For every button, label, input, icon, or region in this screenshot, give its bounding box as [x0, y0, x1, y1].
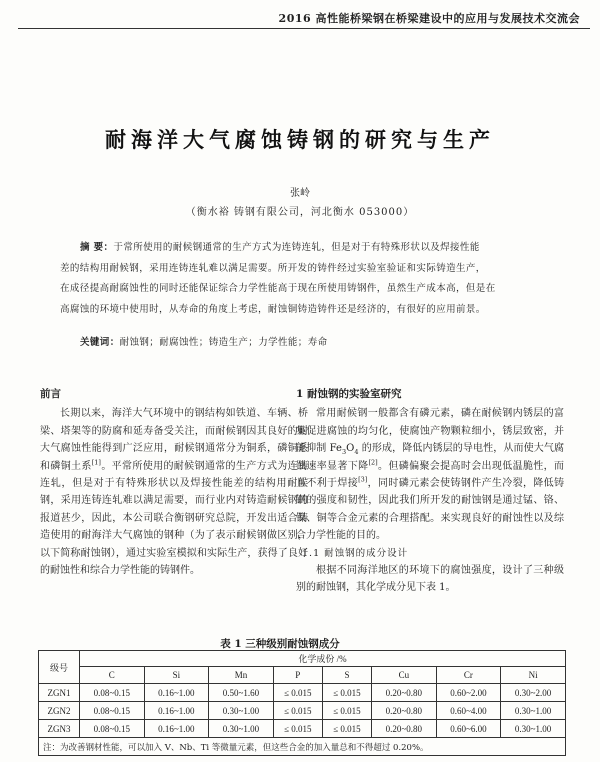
table-note: 注：为改善钢材性能，可以加入 V、Nb、Ti 等微量元素，但这些合金的加入量总和不得超过 0.20%。: [39, 738, 566, 756]
value-cell: ≤ 0.015: [273, 702, 322, 720]
value-cell: 0.50~1.60: [209, 684, 274, 702]
value-cell: 0.30~1.00: [209, 720, 274, 738]
abstract-line-1-text: 于常所使用的耐候钢通常的生产方式为连铸连轧，但是对于有特殊形状以及焊接性能: [113, 242, 480, 253]
paper-title: 耐海洋大气腐蚀铸钢的研究与生产: [105, 127, 495, 152]
abstract-line-4: 高腐蚀的环境中使用时，从寿命的角度上考虑，耐蚀铜铸造铸件还是经济的，有很好的应用前景。: [60, 303, 486, 315]
value-cell: 0.08~0.15: [80, 684, 145, 702]
value-cell: 0.08~0.15: [80, 720, 145, 738]
value-cell: ≤ 0.015: [322, 684, 371, 702]
value-cell: 0.16~1.00: [144, 684, 209, 702]
section1-paragraph: [296, 405, 564, 544]
value-cell: 0.16~1.00: [144, 702, 209, 720]
value-cell: 0.16~1.00: [144, 720, 209, 738]
table-row: [39, 684, 566, 702]
element-header: S: [322, 667, 371, 684]
value-cell: ≤ 0.015: [273, 720, 322, 738]
running-header: 2016 高性能桥梁钢在桥梁建设中的应用与发展技术交流会: [278, 12, 580, 25]
preface-text-1: 长期以来，海洋大气环境中的钢结构如铁道、车辆、桥梁、塔架等的防腐和延寿备受关注，而耐候钢因其良好的耐大气腐蚀性能得到广泛应用，耐候钢通常分为铜系，磷铜系和磷铜土系: [40, 408, 308, 472]
composition-table: [38, 650, 566, 756]
section1-text-o: O: [346, 443, 355, 455]
element-header: C: [80, 667, 145, 684]
table-row: [39, 720, 566, 738]
element-header: Mn: [209, 667, 274, 684]
value-cell: ≤ 0.015: [273, 684, 322, 702]
element-header: P: [273, 667, 322, 684]
value-cell: 0.60~6.00: [436, 720, 501, 738]
value-cell: 0.30~1.00: [501, 720, 566, 738]
section1-text-1: 常用耐候钢一般都含有磷元素，磷在耐候钢内锈层的富集促进腐蚀的均匀化，使腐蚀产物颗粒细小，锈层致密，并能抑制 Fe: [296, 408, 564, 455]
element-header: Cr: [436, 667, 501, 684]
table-header-row: [39, 651, 566, 667]
header-rule: [18, 28, 590, 29]
element-header-row: [39, 667, 566, 684]
value-cell: 0.30~1.00: [209, 702, 274, 720]
table-row: [39, 702, 566, 720]
affiliation: （衡水裕 铸钢有限公司，河北衡水 053000）: [185, 207, 415, 218]
value-cell: 0.20~0.80: [372, 684, 437, 702]
grade-header: 级号: [39, 651, 80, 684]
left-column: [40, 386, 308, 579]
value-cell: 0.08~0.15: [80, 702, 145, 720]
keywords-text: 耐蚀钢；耐腐蚀性；铸造生产；力学性能；寿命: [119, 337, 328, 348]
element-header: Ni: [501, 667, 566, 684]
preface-paragraph: [40, 405, 308, 579]
value-cell: ≤ 0.015: [322, 720, 371, 738]
grade-cell: ZGN3: [39, 720, 80, 738]
value-cell: 0.20~0.80: [372, 702, 437, 720]
grade-cell: ZGN1: [39, 684, 80, 702]
ref-3: [3]: [358, 475, 368, 484]
subscript-4: 4: [354, 448, 359, 457]
value-cell: 0.60~4.00: [436, 702, 501, 720]
subscript-3: 3: [341, 448, 347, 457]
abstract: [60, 238, 544, 320]
subsection-heading: 1.1 耐蚀钢的成分设计: [302, 547, 409, 559]
value-cell: 0.60~2.00: [436, 684, 501, 702]
section1-heading: 1 耐蚀钢的实验室研究: [296, 388, 402, 400]
abstract-line-1: [60, 238, 544, 259]
grade-cell: ZGN2: [39, 702, 80, 720]
preface-heading: 前言: [40, 388, 61, 400]
composition-header: 化学成份 /%: [80, 651, 566, 667]
table-note-row: [39, 738, 566, 756]
element-header: Si: [144, 667, 209, 684]
author: 张岭: [290, 188, 310, 199]
table-caption: 表 1 三种级别耐蚀钢成分: [220, 638, 340, 650]
value-cell: 0.30~2.00: [501, 684, 566, 702]
value-cell: ≤ 0.015: [322, 702, 371, 720]
subsection-paragraph: 根据不同海洋地区的环境下的腐蚀强度，设计了三种级别的耐蚀钢，其化学成分见下表 1。: [296, 565, 564, 594]
section1-text-1c: 的形成，降低内锈层的导电性，从而使大气腐蚀速率显著下降: [296, 443, 564, 472]
right-column: [296, 386, 564, 597]
abstract-line-3: 在成径提高耐腐蚀性的同时还能保证综合力学性能高于现在所使用铸钢件，虽然生产成本高，但是在: [60, 283, 496, 294]
ref-1: [1]: [91, 458, 101, 467]
value-cell: 0.20~0.80: [372, 720, 437, 738]
section1-text-3: ，同时磷元素会使铸钢件产生冷裂，降低铸钢的强度和韧性，因此我们所开发的耐蚀钢是通过锰、铬、镍、铜等合金元素的合理搭配。来实现良好的耐蚀性以及综合力学性能的目的。: [296, 478, 565, 542]
abstract-line-2: 差的结构用耐候钢，采用连铸连轧难以满足需要。所开发的铸件经过实验室验证和实际铸造生产，: [60, 262, 486, 274]
ref-2: [2]: [368, 458, 378, 467]
keywords: [80, 334, 550, 348]
keywords-label: 关键词：: [80, 337, 120, 348]
value-cell: 0.30~1.00: [501, 702, 566, 720]
section1-text-2: 。但磷偏聚会提高时会出现低温脆性，而且不利于焊接: [296, 460, 565, 490]
element-header: Cu: [372, 667, 437, 684]
preface-text-2: 。平常所使用的耐候钢通常的生产方式为连铸连轧，但是对于有特殊形状以及焊接性能差的结构用耐候钢，采用连铸连轧难以满足需要，而行业内对铸造耐候钢的报道甚少，因此，本公司联合衡钢研究总院，开发出适合铸造使用的耐海洋大气腐蚀的钢种（为了表示耐候钢做区别，以下简称耐蚀钢），通过实验室模拟和实际生产，获得了良好的耐蚀性和综合力学性能的铸钢件。: [40, 460, 309, 577]
abstract-label: 摘 要：: [80, 242, 114, 253]
